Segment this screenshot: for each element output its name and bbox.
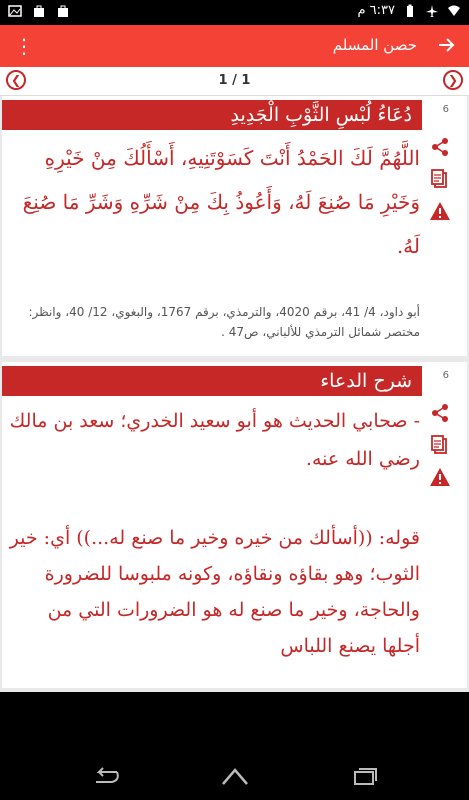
back-arrow-icon[interactable] xyxy=(435,34,457,56)
nav-back-icon[interactable] xyxy=(90,766,120,786)
card-actions xyxy=(427,362,467,688)
notification-bag-icon-2 xyxy=(56,4,70,18)
airplane-icon xyxy=(425,4,439,18)
wifi-icon xyxy=(447,4,461,18)
page-count: 1 / 1 xyxy=(218,73,251,88)
share-icon[interactable] xyxy=(429,402,451,424)
app-title: حصن المسلم xyxy=(332,36,417,54)
pager-bar xyxy=(0,67,469,96)
explanation-text-1: - صحابي الحديث هو أبو سعيد الخدري؛ سعد بن مالك رضي الله عنه. xyxy=(9,410,420,470)
prev-page-icon[interactable]: ❮ xyxy=(6,70,26,90)
nav-home-icon[interactable] xyxy=(220,766,250,786)
explanation-card xyxy=(2,362,467,688)
dua-reference: أبو داود، 4/ 41، برقم 4020، والترمذي، برقم 1767، والبغوي، 12/ 40، وانظر: مختصر شمائل الترمذي للألباني، ص47 . xyxy=(28,305,420,339)
overflow-menu-icon[interactable]: ⋮ xyxy=(14,34,34,58)
status-bar xyxy=(0,0,469,25)
card-actions xyxy=(427,96,467,356)
share-icon[interactable] xyxy=(429,136,451,158)
report-icon[interactable] xyxy=(429,200,451,222)
dua-text: اللَّهُمَّ لَكَ الحَمْدُ أَنْتَ كَسَوْتَنِيهِ، أَسْأَلُكَ مِنْ خَيْرِهِ وَخَيْرِ مَا صُنِعَ لَهُ، وَأَعُوذُ بِكَ مِنْ شَرِّهِ وَشَرِّ مَا صُنِعَ لَهُ. xyxy=(22,146,420,258)
dua-number: 6 xyxy=(442,370,449,381)
clock: ٦:٣٧ م xyxy=(357,3,395,18)
copy-icon[interactable] xyxy=(429,434,451,456)
copy-icon[interactable] xyxy=(429,168,451,190)
dua-heading: دُعَاءُ لُبْسِ الثَّوْبِ الْجَدِيدِ xyxy=(2,100,422,130)
battery-icon xyxy=(403,4,417,18)
notification-image-icon xyxy=(8,4,22,18)
nav-recents-icon[interactable] xyxy=(350,766,380,786)
dua-number: 6 xyxy=(442,104,449,115)
system-navigation-bar xyxy=(0,692,469,800)
app-bar xyxy=(0,25,469,67)
next-page-icon[interactable]: ❯ xyxy=(443,70,463,90)
report-icon[interactable] xyxy=(429,466,451,488)
explanation-heading: شرح الدعاء xyxy=(2,366,422,396)
explanation-text-2: قوله: ((أسألك من خيره وخير ما صنع له...)) أي: خير الثوب؛ وهو بقاؤه ونقاؤه، وكونه ملبوسا للضرورة والحاجة، وخير ما صنع له هو الضرورات التي من أجلها يصنع اللباس xyxy=(9,527,420,657)
notification-bag-icon xyxy=(32,4,46,18)
dua-card xyxy=(2,96,467,356)
